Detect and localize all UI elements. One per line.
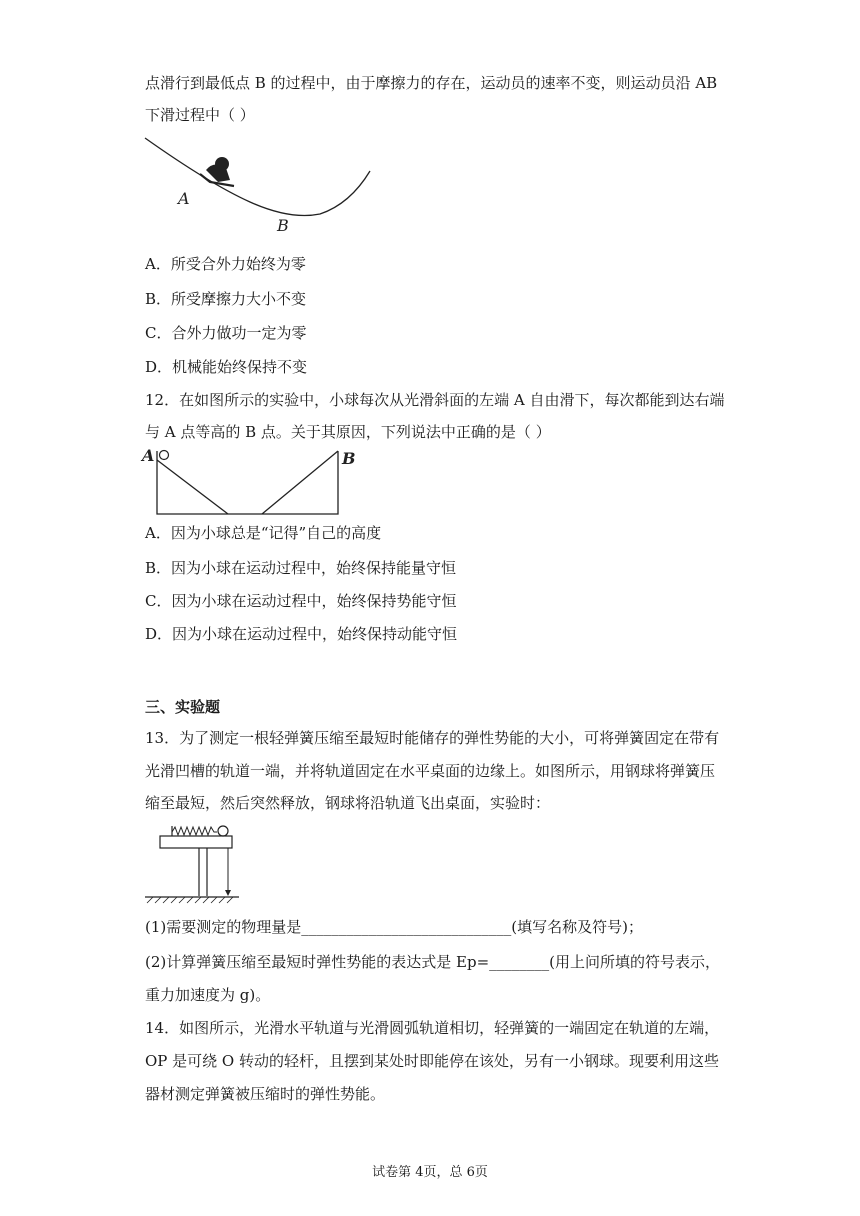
q13-text-line-3: 缩至最短，然后突然释放，钢球将沿轨道飞出桌面，实验时：: [145, 794, 551, 812]
q12-option-c: C．因为小球在运动过程中，始终保持势能守恒: [145, 592, 457, 610]
q12-text-line-2: 与 A 点等高的 B 点。关于其原因，下列说法中正确的是（ ）: [145, 423, 551, 441]
q12-text-line-1: 12．在如图所示的实验中，小球每次从光滑斜面的左端 A 自由滑下，每次都能到达右端: [145, 391, 725, 409]
q12-left-incline: [157, 460, 228, 514]
q14-text-line-1: 14．如图所示，光滑水平轨道与光滑圆弧轨道相切，轻弹簧的一端固定在轨道的左端，: [145, 1019, 720, 1037]
q14-text-line-3: 器材测定弹簧被压缩时的弹性势能。: [145, 1085, 386, 1103]
q12-right-incline: [262, 451, 338, 514]
q11-ski-slope-figure: [140, 134, 380, 239]
q13-steel-ball: [218, 826, 228, 836]
q13-table-leg: [199, 848, 207, 896]
q11-text-line-1: 点滑行到最低点 B 的过程中，由于摩擦力的存在，运动员的速率不变，则运动员沿 AB: [145, 74, 718, 92]
q11-option-b: B．所受摩擦力大小不变: [145, 290, 307, 308]
q12-option-b: B．因为小球在运动过程中，始终保持能量守恒: [145, 559, 457, 577]
q13-sub-question-2-cont: 重力加速度为 g)。: [145, 986, 271, 1004]
q13-sub-question-2: (2)计算弹簧压缩至最短时弹性势能的表达式是 Ep=________(用上问所填的符号表示，: [145, 953, 720, 971]
q14-text-line-2: OP 是可绕 O 转动的轻杆，且摆到某处时即能停在该处，另有一小钢球。现要利用这些: [145, 1052, 719, 1070]
q12-ball: [160, 451, 169, 460]
q13-text-line-2: 光滑凹槽的轨道一端，并将轨道固定在水平桌面的边缘上。如图所示，用钢球将弹簧压: [145, 762, 716, 780]
q11-option-a: A．所受合外力始终为零: [145, 255, 306, 273]
spring-icon: [172, 827, 217, 835]
q13-track: [160, 836, 232, 848]
q12-incline-figure: [140, 446, 360, 518]
q11-option-c: C．合外力做功一定为零: [145, 324, 307, 342]
q12-option-d: D．因为小球在运动过程中，始终保持动能守恒: [145, 625, 458, 643]
q12-label-b: B: [342, 449, 356, 468]
q13-spring-table-figure: [143, 824, 243, 904]
skier-icon: [200, 157, 234, 186]
q12-label-a: A: [142, 446, 155, 465]
q11-label-b: B: [277, 216, 289, 235]
section-title-experiments: 三、实验题: [145, 698, 221, 716]
q13-text-line-1: 13．为了测定一根轻弹簧压缩至最短时能储存的弹性势能的大小，可将弹簧固定在带有: [145, 729, 720, 747]
q11-text-line-2: 下滑过程中（ ）: [145, 106, 255, 124]
q11-label-a: A: [178, 189, 190, 208]
q13-sub-question-1: (1)需要测定的物理量是____________________________(填写名称及符号)；: [145, 918, 643, 936]
q12-option-a: A．因为小球总是“记得”自己的高度: [145, 524, 382, 542]
page-footer: 试卷第 4页，总 6页: [372, 1165, 488, 1180]
q11-option-d: D．机械能始终保持不变: [145, 358, 308, 376]
